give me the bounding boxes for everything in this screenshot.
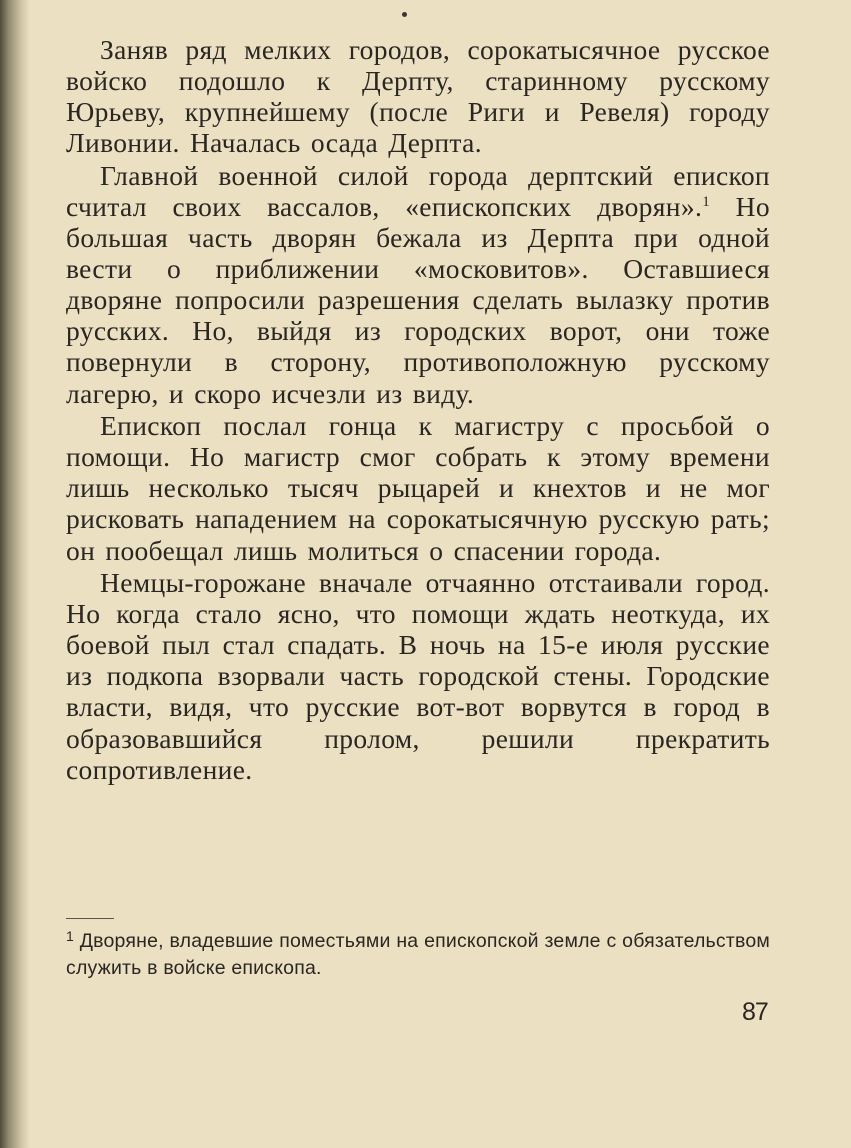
page-number: 87 bbox=[742, 998, 768, 1026]
body-text bbox=[66, 34, 770, 785]
paragraph-4: Немцы-горожане вначале отчаянно отстаивали город. Но когда стало ясно, что помощи ждать неоткуда, их боевой пыл стал спадать. В ночь на 15-е июля русские из подкопа взорвали часть городской стены. Городские власти, видя, что русские вот-вот ворвутся в город в образовавшийся пролом, решили прекратить сопротивление. bbox=[66, 567, 770, 785]
paragraph-3: Епископ послал гонца к магистру с просьбой о помощи. Но магистр смог собрать к этому времени лишь несколько тысяч рыцарей и кнехтов и не мог рисковать нападением на сорокатысячную русскую рать; он пообещал лишь молиться о спасении города. bbox=[66, 410, 770, 566]
paragraph-2 bbox=[66, 160, 770, 409]
paragraph-2-rest: Но большая часть дворян бежала из Дерпта при одной вести о приближении «московитов». Оставшиеся дворяне попросили разрешения сделать вылазку против русских. Но, выйдя из городских ворот, они тоже повернули в сторону, противоположную русскому лагерю, и скоро исчезли из виду. bbox=[66, 190, 770, 409]
footnote-divider bbox=[66, 918, 114, 919]
ink-speck bbox=[402, 12, 407, 17]
footnote-number: 1 bbox=[66, 928, 74, 944]
footnote-reference: 1 bbox=[702, 193, 711, 210]
paragraph-1: Заняв ряд мелких городов, сорокатысячное русское войско подошло к Дерпту, старинному русскому Юрьеву, крупнейшему (после Риги и Ревеля) городу Ливонии. Началась осада Дерпта. bbox=[66, 34, 770, 159]
footnote bbox=[66, 928, 770, 982]
footnote-text: Дворяне, владевшие поместьями на епископской земле с обязательством служить в войске епископа. bbox=[66, 930, 770, 979]
page-binding-edge bbox=[0, 0, 30, 1148]
paragraph-2-lead: Главной военной силой города дерптский епископ считал своих вассалов, «епископских дворян». bbox=[66, 159, 770, 222]
